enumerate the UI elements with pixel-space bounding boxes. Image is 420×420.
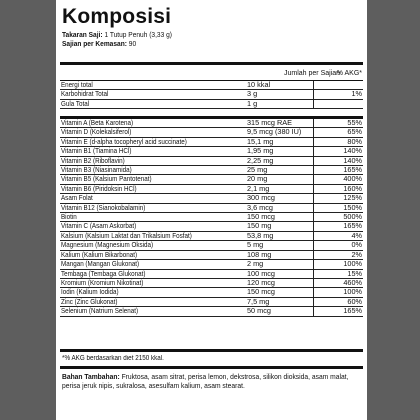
nutrient-amount [247, 213, 314, 222]
serving-size-label: Takaran Saji: [62, 30, 103, 39]
nutrient-akg [314, 147, 364, 156]
nutrient-akg-text: 15% [347, 269, 362, 278]
nutrient-akg-text: 80% [347, 137, 362, 146]
nutrition-panel [56, 0, 367, 420]
nutrient-name-text: Zinc (Zinc Glukonat) [61, 297, 118, 306]
nutrient-amount-text: 53,8 mg [247, 231, 274, 240]
nutrient-amount [247, 175, 314, 184]
nutrient-amount [247, 307, 314, 316]
nutrient-akg [314, 203, 364, 212]
servings-per-container-line [62, 39, 326, 48]
nutrient-akg-text: 0% [351, 240, 362, 250]
additives-list: Fruktosa, asam sitrat, perisa lemon, dekstrosa, silikon dioksida, asam malat, perisa jeruk nipis, sukralosa, asesulfam kalium, asam stearat. [62, 372, 349, 390]
nutrient-name [60, 278, 247, 287]
nutrient-amount-text: 100 mcg [247, 269, 275, 278]
nutrient-amount [247, 184, 314, 193]
serving-size-line [62, 30, 326, 39]
nutrient-name-text: Selenium (Natrium Selenat) [61, 306, 139, 316]
nutrient-akg [314, 269, 364, 278]
nutrient-name-text: Vitamin C (Asam Askorbat) [61, 221, 137, 231]
nutrient-table-macros [60, 81, 363, 109]
nutrient-name-text: Kalsium (Kalsium Laktat dan Trikalsium Fosfat) [61, 231, 192, 240]
nutrient-row [60, 269, 363, 278]
nutrient-akg-text: 160% [343, 184, 362, 193]
nutrient-name [60, 288, 247, 297]
nutrient-akg [314, 241, 364, 250]
nutrient-akg-text: 100% [343, 259, 362, 269]
nutrient-name [60, 297, 247, 306]
nutrient-row [60, 203, 363, 212]
nutrient-name [60, 222, 247, 231]
nutrient-name [60, 147, 247, 156]
nutrient-akg [314, 99, 364, 108]
nutrient-amount [247, 156, 314, 165]
servings-per-container-value: 90 [128, 39, 137, 48]
nutrient-amount [247, 147, 314, 156]
nutrient-name-text: Mangan (Mangan Glukonat) [61, 259, 140, 269]
nutrient-amount-text: 2 mg [247, 259, 264, 269]
nutrient-amount-text: 7,5 mg [247, 297, 270, 306]
nutrient-amount [247, 99, 314, 108]
nutrient-name-text: Vitamin B5 (Kalsium Pantotenat) [61, 174, 152, 184]
serving-info [62, 30, 326, 48]
nutrient-akg-text: 140% [343, 146, 362, 156]
nutrient-amount-text: 120 mcg [247, 278, 275, 287]
nutrient-row [60, 260, 363, 269]
nutrient-name-text: Energi total [61, 81, 93, 89]
nutrient-amount [247, 269, 314, 278]
nutrient-name [60, 241, 247, 250]
nutrient-amount [247, 278, 314, 287]
nutrient-akg-text: 460% [343, 278, 362, 287]
nutrient-row [60, 307, 363, 316]
nutrient-akg [314, 90, 364, 99]
nutrient-name-text: Gula Total [61, 99, 90, 108]
nutrient-name-text: Biotin [61, 212, 77, 222]
nutrient-row [60, 222, 363, 231]
nutrient-row [60, 184, 363, 193]
nutrient-amount [247, 194, 314, 203]
nutrient-name-text: Iodin (Kalium Iodida) [61, 287, 119, 297]
nutrient-row [60, 241, 363, 250]
nutrient-name-text: Tembaga (Tembaga Glukonat) [61, 269, 146, 278]
nutrient-amount-text: 20 mg [247, 174, 268, 184]
nutrient-row [60, 194, 363, 203]
nutrient-name [60, 137, 247, 146]
nutrient-amount [247, 288, 314, 297]
nutrient-name-text: Vitamin B1 (Tiamina HCl) [61, 146, 132, 156]
nutrient-row [60, 81, 363, 90]
nutrient-akg [314, 184, 364, 193]
nutrient-row [60, 99, 363, 108]
nutrient-row [60, 90, 363, 99]
nutrient-name [60, 213, 247, 222]
nutrient-name-text: Vitamin B2 (Riboflavin) [61, 156, 125, 165]
nutrient-akg-text: 165% [343, 221, 362, 231]
nutrient-amount-text: 315 mcg RAE [247, 119, 293, 127]
nutrient-name [60, 175, 247, 184]
nutrient-akg-text: 65% [347, 127, 362, 137]
nutrient-name-text: Vitamin A (Beta Karotena) [61, 119, 134, 127]
nutrient-name [60, 90, 247, 99]
nutrient-row [60, 231, 363, 240]
serving-size-value: 1 Tutup Penuh (3,33 g) [104, 30, 172, 39]
nutrient-name-text: Vitamin B3 (Niasinamida) [61, 165, 132, 175]
nutrient-row [60, 213, 363, 222]
nutrient-akg-text: 55% [347, 119, 362, 127]
nutrient-name-text: Kromium (Kromium Nikotinat) [61, 278, 144, 287]
nutrient-amount-text: 25 mg [247, 165, 268, 175]
page-title: Komposisi [62, 5, 172, 28]
nutrient-row [60, 156, 363, 165]
nutrient-akg [314, 231, 364, 240]
nutrient-akg [314, 175, 364, 184]
nutrient-name [60, 81, 247, 90]
nutrient-row [60, 137, 363, 146]
nutrient-amount [247, 231, 314, 240]
nutrient-amount-text: 50 mcg [247, 306, 271, 316]
nutrient-name [60, 128, 247, 137]
column-header-per-serving: Jumlah per Sajian [284, 70, 341, 77]
nutrient-row [60, 250, 363, 259]
nutrient-akg [314, 156, 364, 165]
nutrient-name [60, 307, 247, 316]
nutrient-akg [314, 278, 364, 287]
nutrient-name [60, 250, 247, 259]
nutrient-akg-text: 4% [351, 231, 362, 240]
nutrient-akg [314, 307, 364, 316]
nutrient-amount-text: 300 mcg [247, 193, 275, 203]
nutrient-row [60, 128, 363, 137]
nutrient-name-text: Kalium (Kalium Bikarbonat) [61, 250, 138, 259]
nutrient-amount-text: 150 mcg [247, 287, 275, 297]
additives-label: Bahan Tambahan: [62, 372, 120, 381]
nutrient-akg-text: 500% [343, 212, 362, 222]
panel-content [60, 0, 363, 420]
nutrient-amount-text: 150 mcg [247, 212, 275, 222]
nutrient-akg [314, 128, 364, 137]
nutrient-row [60, 175, 363, 184]
additives-text [62, 372, 361, 390]
nutrient-amount [247, 166, 314, 175]
nutrient-akg-text: 165% [343, 306, 362, 316]
nutrient-name [60, 269, 247, 278]
nutrient-row [60, 119, 363, 128]
nutrient-amount [247, 90, 314, 99]
nutrient-amount-text: 2,25 mg [247, 156, 274, 165]
nutrient-akg [314, 222, 364, 231]
nutrient-name [60, 260, 247, 269]
nutrient-name [60, 184, 247, 193]
nutrient-name [60, 194, 247, 203]
nutrient-amount [247, 81, 314, 90]
nutrient-akg-text: 140% [343, 156, 362, 165]
nutrient-akg [314, 250, 364, 259]
nutrient-akg-text: 150% [343, 203, 362, 212]
nutrient-amount [247, 203, 314, 212]
nutrient-amount-text: 10 kkal [247, 81, 271, 89]
nutrient-name [60, 203, 247, 212]
nutrient-name-text: Vitamin B6 (Piridoksin HCl) [61, 184, 137, 193]
nutrient-amount-text: 108 mg [247, 250, 272, 259]
nutrient-amount [247, 241, 314, 250]
nutrient-name [60, 231, 247, 240]
nutrient-akg [314, 137, 364, 146]
nutrient-name-text: Vitamin E (d-alpha tocopheryl acid succinate) [61, 137, 187, 146]
nutrient-amount-text: 1 g [247, 99, 258, 108]
nutrient-name-text: Karbohidrat Total [61, 89, 109, 99]
nutrient-akg [314, 260, 364, 269]
divider [60, 349, 363, 352]
nutrient-name-text: Magnesium (Magnesium Oksida) [61, 240, 154, 250]
nutrient-akg-text: 400% [343, 174, 362, 184]
nutrient-row [60, 288, 363, 297]
nutrient-akg-text: 125% [343, 193, 362, 203]
nutrient-row [60, 278, 363, 287]
nutrient-table-micros [60, 119, 363, 317]
divider [60, 62, 363, 65]
nutrient-amount [247, 222, 314, 231]
nutrient-akg-text: 1% [351, 89, 362, 99]
nutrient-akg [314, 213, 364, 222]
nutrient-row [60, 166, 363, 175]
nutrient-name-text: Asam Folat [61, 193, 93, 203]
nutrient-name [60, 99, 247, 108]
nutrient-amount [247, 119, 314, 128]
nutrient-amount-text: 150 mg [247, 221, 272, 231]
nutrient-akg [314, 194, 364, 203]
divider [60, 366, 363, 369]
nutrient-name-text: Vitamin B12 (Sianokobalamin) [61, 203, 146, 212]
nutrient-amount [247, 128, 314, 137]
nutrient-amount [247, 137, 314, 146]
nutrient-akg-text: 2% [351, 250, 362, 259]
nutrient-amount [247, 250, 314, 259]
nutrient-akg [314, 288, 364, 297]
nutrient-amount [247, 297, 314, 306]
nutrient-amount-text: 1,95 mg [247, 146, 274, 156]
nutrient-akg-text: 60% [347, 297, 362, 306]
nutrient-amount-text: 5 mg [247, 240, 264, 250]
footnote: *% AKG berdasarkan diet 2150 kkal. [62, 355, 164, 362]
nutrient-row [60, 297, 363, 306]
nutrient-akg-text: 100% [343, 287, 362, 297]
nutrient-amount [247, 260, 314, 269]
nutrient-akg [314, 166, 364, 175]
nutrient-akg [314, 297, 364, 306]
nutrient-amount-text: 3,6 mcg [247, 203, 273, 212]
nutrient-name [60, 166, 247, 175]
nutrient-akg [314, 81, 364, 90]
nutrient-row [60, 147, 363, 156]
nutrient-akg [314, 119, 364, 128]
nutrient-amount-text: 9,5 mcg (380 IU) [247, 127, 302, 137]
column-header-akg: % AKG* [336, 70, 362, 77]
nutrient-amount-text: 15,1 mg [247, 137, 274, 146]
nutrient-name [60, 119, 247, 128]
nutrient-name [60, 156, 247, 165]
nutrient-akg-text: 165% [343, 165, 362, 175]
servings-per-container-label: Sajian per Kemasan: [62, 39, 127, 48]
nutrient-name-text: Vitamin D (Kolekalsiferol) [61, 127, 132, 137]
nutrient-amount-text: 3 g [247, 89, 258, 99]
table-header [60, 69, 363, 79]
nutrient-amount-text: 2,1 mg [247, 184, 270, 193]
